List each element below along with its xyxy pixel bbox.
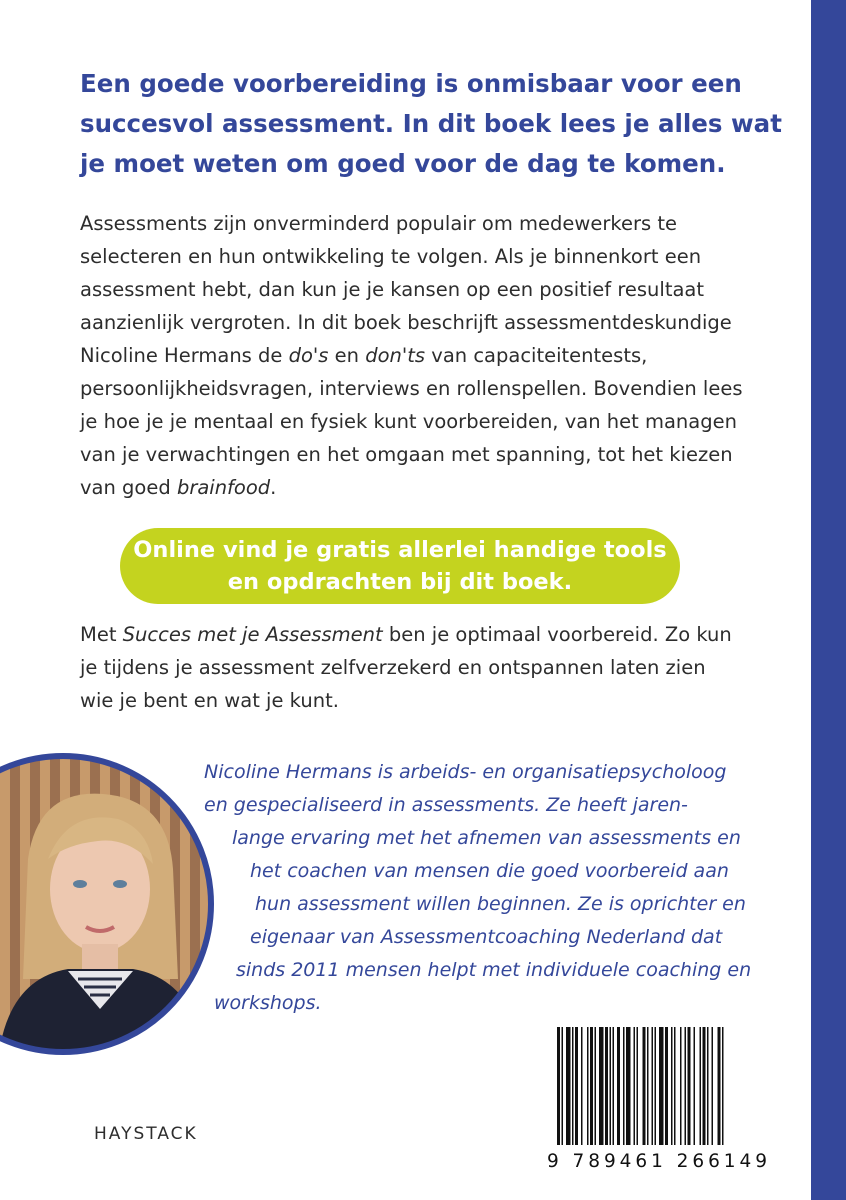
closing-line: wie je bent en wat je kunt.	[80, 689, 339, 712]
bio-line: hun assessment willen beginnen. Ze is oprichter en	[255, 893, 746, 915]
intro-text: en	[328, 344, 366, 367]
barcode-bar	[562, 1027, 564, 1145]
intro-italic: do's	[288, 344, 329, 367]
intro-text: .	[270, 476, 277, 499]
barcode-bar	[700, 1027, 702, 1145]
barcode-bar	[688, 1027, 691, 1145]
closing-text: Met	[80, 623, 123, 646]
barcode-bar	[634, 1027, 636, 1145]
callout-line: Online vind je gratis allerlei handige tools	[133, 537, 667, 563]
barcode-bar	[557, 1027, 560, 1145]
book-title-italic: Succes met je Assessment	[122, 623, 383, 646]
barcode-bar	[665, 1027, 668, 1145]
intro-line: assessment hebt, dan kun je je kansen op een positief resultaat	[80, 278, 705, 301]
barcode-bar	[599, 1027, 604, 1145]
closing-paragraph	[80, 618, 760, 717]
intro-text: van goed	[80, 476, 177, 499]
intro-paragraph	[80, 207, 760, 504]
intro-italic: brainfood	[176, 476, 271, 499]
barcode-bar	[655, 1027, 657, 1145]
bio-line: het coachen van mensen die goed voorbereid aan	[250, 860, 729, 882]
barcode-bar	[572, 1027, 574, 1145]
barcode-bar	[587, 1027, 589, 1145]
barcode-bar	[566, 1027, 571, 1145]
bio-line: sinds 2011 mensen helpt met individuele coaching en	[236, 959, 752, 981]
barcode-bar	[605, 1027, 608, 1145]
barcode-bar	[712, 1027, 714, 1145]
barcode-bar	[707, 1027, 709, 1145]
barcode-bar	[694, 1027, 696, 1145]
barcode-bar	[659, 1027, 664, 1145]
barcode-bar	[626, 1027, 631, 1145]
barcode-bar	[680, 1027, 682, 1145]
headline-line: je moet weten om goed voor de dag te komen.	[80, 149, 726, 178]
closing-text: ben je optimaal voorbereid. Zo kun	[382, 623, 732, 646]
closing-line	[80, 618, 760, 651]
barcode-bar	[595, 1027, 597, 1145]
intro-line: van je verwachtingen en het omgaan met spanning, tot het kiezen	[80, 443, 733, 466]
publisher-logo: HAYSTACK	[94, 1124, 198, 1144]
bio-line: workshops.	[214, 992, 322, 1014]
headline-line: succesvol assessment. In dit boek lees je alles wat	[80, 109, 782, 138]
barcode-bar	[575, 1027, 578, 1145]
intro-line: selecteren en hun ontwikkeling te volgen. Als je binnenkort een	[80, 245, 702, 268]
callout-line: en opdrachten bij dit boek.	[227, 569, 573, 595]
intro-line	[80, 339, 760, 372]
intro-line: aanzienlijk vergroten. In dit boek beschrijft assessmentdeskundige	[80, 311, 732, 334]
intro-line: Assessments zijn onverminderd populair om medewerkers te	[80, 212, 677, 235]
barcode-bar	[623, 1027, 625, 1145]
headline	[80, 64, 782, 184]
barcode-digits: 9 789461 266149	[547, 1151, 767, 1170]
bio-line: Nicoline Hermans is arbeids- en organisatiepsycholoog	[204, 761, 727, 783]
barcode-bar	[652, 1027, 654, 1145]
barcode-bar	[674, 1027, 676, 1145]
barcode-bar	[581, 1027, 583, 1145]
intro-line: persoonlijkheidsvragen, interviews en rollenspellen. Bovendien lees	[80, 377, 743, 400]
closing-line: je tijdens je assessment zelfverzekerd en ontspannen laten zien	[80, 656, 706, 679]
author-photo	[0, 749, 218, 1059]
barcode-bar	[703, 1027, 706, 1145]
bio-line: lange ervaring met het afnemen van assessments en	[232, 827, 741, 849]
barcode-bar	[637, 1027, 639, 1145]
barcode-bar	[643, 1027, 646, 1145]
barcode-bar	[685, 1027, 687, 1145]
intro-text: van capaciteitentests,	[425, 344, 648, 367]
intro-line	[80, 471, 760, 504]
barcode-bar	[647, 1027, 649, 1145]
bio-line: en gespecialiseerd in assessments. Ze heeft jaren-	[204, 794, 688, 816]
isbn-barcode	[545, 1025, 773, 1170]
intro-line: je hoe je je mentaal en fysiek kunt voorbereiden, van het managen	[80, 410, 737, 433]
headline-line: Een goede voorbereiding is onmisbaar voor een	[80, 69, 742, 98]
barcode-bar	[610, 1027, 612, 1145]
book-spine	[811, 0, 846, 1200]
barcode-bar	[590, 1027, 593, 1145]
intro-italic: don'ts	[365, 344, 426, 367]
online-callout	[120, 528, 680, 604]
barcode-bar	[671, 1027, 673, 1145]
barcode-bar	[617, 1027, 620, 1145]
barcode-bar	[718, 1027, 721, 1145]
bio-line: eigenaar van Assessmentcoaching Nederland dat	[250, 926, 723, 948]
barcode-bar	[722, 1027, 724, 1145]
intro-text: Nicoline Hermans de	[80, 344, 289, 367]
barcode-bar	[613, 1027, 615, 1145]
